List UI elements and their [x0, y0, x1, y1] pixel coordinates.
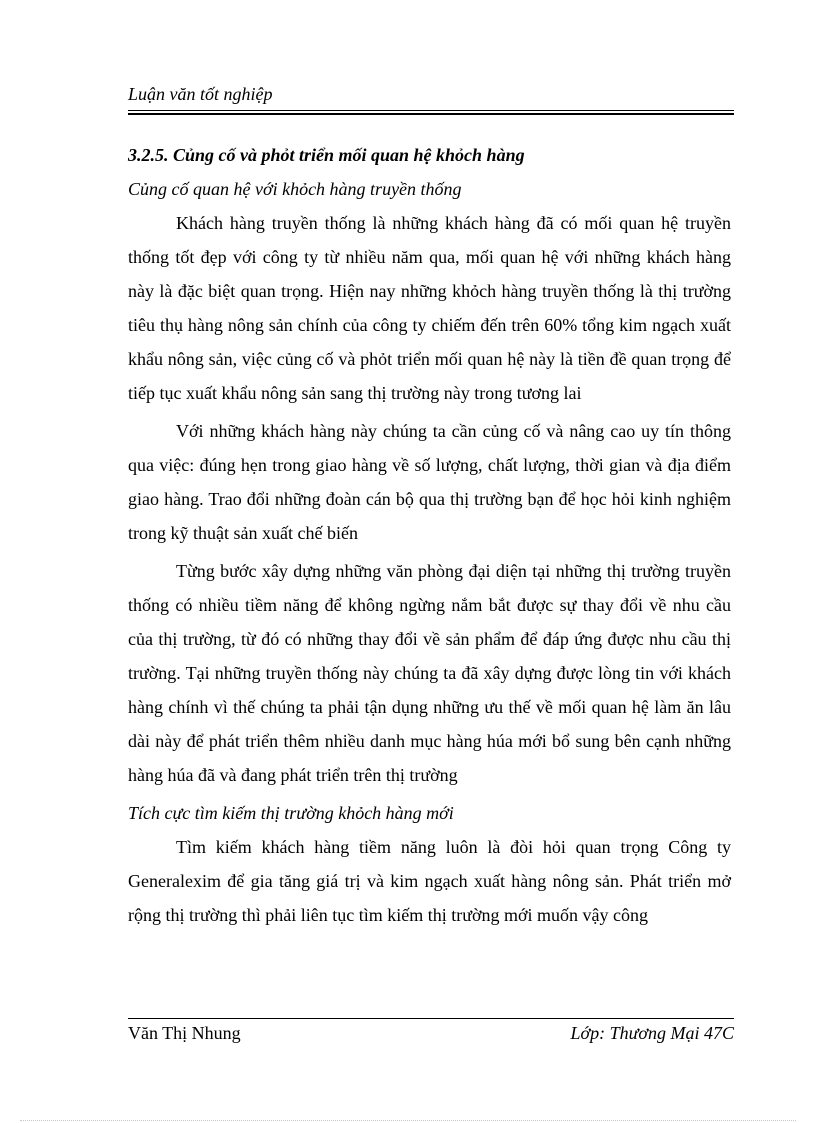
- footer-class-info: Lớp: Thương Mại 47C: [570, 1023, 734, 1043]
- paragraph: Từng bước xây dựng những văn phòng đại diện tại những thị trường truyền thống có nhiều tiềm năng để không ngừng nắm bắt được sự thay đổi về nhu cầu của thị trường, từ đó có những thay đổi về sản phẩm để đáp ứng được nhu cầu thị trường. Tại những truyền thống này chúng ta đã xây dựng được lòng tin với khách hàng chính vì thế chúng ta phải tận dụng những ưu thế về mối quan hệ làm ăn lâu dài này để phát triển thêm nhiều danh mục hàng húa mới bổ sung bên cạnh những hàng húa đã và đang phát triển trên thị trường: [128, 561, 731, 785]
- header-rule-thin: [128, 110, 734, 111]
- header-rule-thick: [128, 113, 734, 115]
- paragraph: Khách hàng truyền thống là những khách hàng đã có mối quan hệ truyền thống tốt đẹp với công ty từ nhiều năm qua, mối quan hệ với những khách hàng này là đặc biệt quan trọng. Hiện nay những khỏch hàng truyền thống là thị trường tiêu thụ hàng nông sản chính của công ty chiếm đến trên 60% tổng kim ngạch xuất khẩu nông sản, việc củng cố và phỏt triển mối quan hệ này là tiền đề quan trọng để tiếp tục xuất khẩu nông sản sang thị trường này trong tương lai: [128, 213, 731, 403]
- footer-author: Văn Thị Nhung: [128, 1023, 241, 1043]
- subsection-heading: Tích cực tìm kiếm thị trường khỏch hàng mới: [128, 803, 454, 823]
- footer-rule: [128, 1018, 734, 1019]
- paragraph: Với những khách hàng này chúng ta cần củng cố và nâng cao uy tín thông qua việc: đúng hẹn trong giao hàng về số lượng, chất lượng, thời gian và địa điểm giao hàng. Trao đổi những đoàn cán bộ qua thị trường bạn để học hỏi kinh nghiệm trong kỹ thuật sản xuất chế biến: [128, 421, 731, 543]
- main-content: [128, 138, 731, 936]
- section-title: 3.2.5. Củng cố và phỏt triển mối quan hệ khỏch hàng: [128, 145, 525, 165]
- header-title: Luận văn tốt nghiệp: [128, 84, 273, 104]
- paragraph: Tìm kiếm khách hàng tiềm năng luôn là đòi hỏi quan trọng Công ty Generalexim để gia tăng giá trị và kim ngạch xuất hàng nông sản. Phát triển mở rộng thị trường thì phải liên tục tìm kiếm thị trường mới muốn vậy công: [128, 837, 731, 925]
- page-bottom-edge: [20, 1120, 796, 1121]
- subsection-heading: Củng cố quan hệ với khỏch hàng truyền thống: [128, 179, 462, 199]
